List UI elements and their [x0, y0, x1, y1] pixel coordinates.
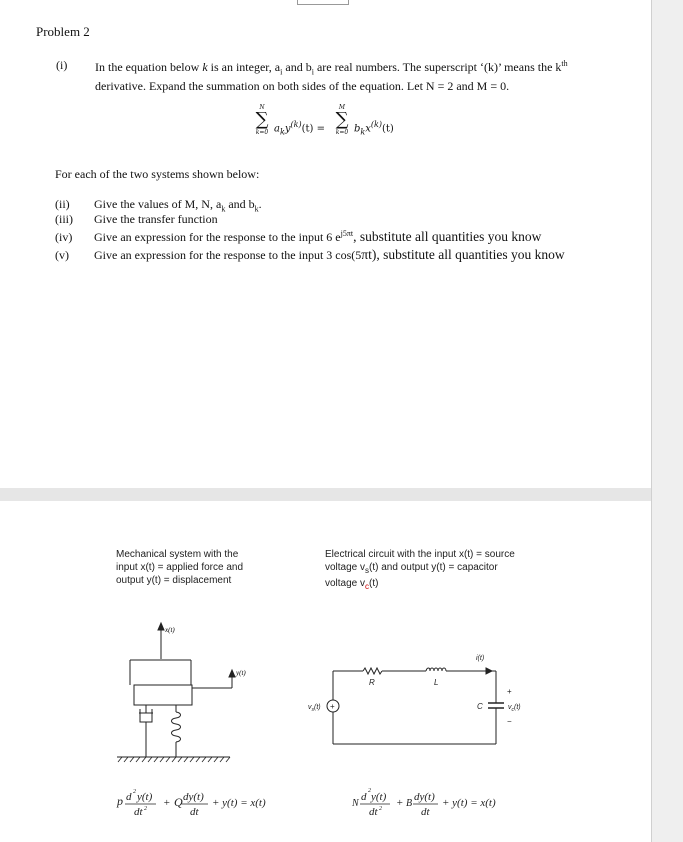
sigma-icon-2: ∑ [335, 109, 349, 130]
mech-eq-p: p [117, 794, 123, 808]
mech-eq-dy: dy(t) [183, 791, 204, 803]
item-iv-text-a: Give an expression for the response to the input 6 e [94, 230, 341, 244]
item-iv-sup: j5πt [340, 229, 354, 238]
mech-eq-dt2: dt [134, 806, 143, 818]
mech-caption-line-3: output y(t) = displacement [116, 575, 232, 586]
elec-caption-line-1: Electrical circuit with the input x(t) = source [325, 549, 515, 560]
part-i-sub-i: i [280, 67, 283, 77]
item-v-text-a: Give an expression for the response to the input 3 cos(5 [94, 248, 362, 262]
cap-plus: + [507, 687, 512, 696]
item-v-text-b: t), substitute all quantities you know [368, 247, 565, 262]
elec-eq-n: N [352, 798, 359, 809]
part-i-text-b: is an integer, a [207, 60, 281, 74]
part-i-sup-th: th [561, 59, 568, 68]
elec-cap3-sub: c [365, 582, 370, 591]
left-arg: (t) = [301, 123, 325, 135]
item-iv-num: (iv) [55, 230, 73, 244]
elec-eq-y: y(t) [371, 791, 387, 803]
mech-eq-dt: dt [190, 806, 199, 818]
item-v-num: (v) [55, 248, 69, 262]
item-ii-sub1: k [221, 204, 226, 214]
right-sum-lower: k=0 [335, 129, 349, 136]
item-ii-end: . [258, 197, 262, 211]
mech-eq-plus: + [163, 797, 171, 809]
for-each-text: For each of the two systems shown below: [55, 167, 260, 181]
left-y-sup: (k) [290, 120, 302, 129]
right-x-sup: (k) [370, 120, 382, 129]
source-plus: + [330, 702, 335, 711]
label-y: y(t) [236, 669, 246, 677]
resistor-icon [363, 668, 382, 674]
left-y: y [284, 123, 291, 135]
elec-eq-b: B [406, 798, 413, 809]
elec-eq-dt: dt [421, 806, 430, 818]
label-C: C [477, 702, 483, 711]
current-arrow-icon [486, 668, 492, 674]
problem-title: Problem 2 [36, 24, 90, 39]
mech-eq-sup2: 2 [133, 789, 136, 795]
part-i-text-e: derivative. Expand the summation on both sides of the equation. Let N = 2 and M = 0. [95, 79, 510, 94]
mech-caption-line-1: Mechanical system with the [116, 549, 239, 560]
part-i-sub-i2: i [311, 67, 314, 77]
right-b-sub: k [360, 127, 366, 137]
right-sum-upper: M [338, 104, 346, 111]
elec-cap3-b: (t) [369, 578, 379, 589]
mech-eq-q: Q [174, 795, 183, 809]
part-i-text-c: and b [282, 60, 312, 74]
elec-cap3-a: voltage v [325, 578, 366, 589]
electrical-equation [351, 788, 496, 818]
right-x: x [365, 123, 371, 135]
part-i-number: (i) [56, 58, 68, 72]
item-iii-num: (iii) [55, 212, 73, 226]
elec-eq-sup2-b: 2 [379, 806, 382, 812]
label-L: L [434, 678, 439, 687]
mech-eq-sup2-b: 2 [144, 806, 147, 812]
left-sum-lower: k=0 [255, 129, 269, 136]
item-iii-text: Give the transfer function [94, 212, 218, 226]
cap-minus: − [507, 717, 512, 726]
elec-cap2-a: voltage v [325, 562, 366, 573]
elec-eq-dy: dy(t) [414, 791, 435, 803]
item-v-pi: π [361, 247, 369, 262]
mech-caption-line-2: input x(t) = applied force and [116, 562, 244, 573]
elec-eq-dt2: dt [369, 806, 378, 818]
mech-eq-y: y(t) [137, 791, 153, 803]
inductor-icon [426, 668, 446, 671]
part-i-text-d: are real numbers. The superscript ‘(k)’ means the k [313, 60, 562, 74]
label-vs: $v_s(t)$ [308, 704, 321, 713]
left-a: a [274, 123, 280, 135]
elec-eq-sup2: 2 [368, 788, 371, 794]
label-x: x(t) [165, 626, 175, 634]
left-a-sub: k [279, 127, 285, 137]
part-i-text-a: In the equation below [95, 60, 203, 74]
mech-eq-d: d [126, 791, 132, 803]
item-ii-mid: and b [225, 197, 255, 211]
label-R: R [369, 678, 375, 687]
item-ii-num: (ii) [55, 197, 70, 211]
elec-cap2-b: (t) and output y(t) = capacitor [369, 562, 498, 573]
item-ii-text: Give the values of M, N, a [94, 197, 222, 211]
elec-eq-plus: + [396, 797, 404, 809]
right-b: b [354, 123, 361, 135]
item-ii-sub2: k [254, 204, 259, 214]
left-sum-upper: N [259, 104, 265, 111]
elec-eq-rest: + y(t) = x(t) [442, 797, 496, 809]
elec-cap2-sub: s [365, 566, 370, 575]
mech-eq-rest: + y(t) = x(t) [212, 797, 266, 809]
item-iv-text-b: , substitute all quantities you know [353, 229, 542, 244]
label-vc: $v_c(t)$ [508, 704, 521, 713]
label-i: i(t) [476, 655, 485, 662]
sigma-icon: ∑ [255, 109, 269, 130]
elec-eq-d: d [361, 791, 367, 803]
part-i-k: k [202, 60, 208, 74]
right-arg: (t) [382, 123, 394, 135]
